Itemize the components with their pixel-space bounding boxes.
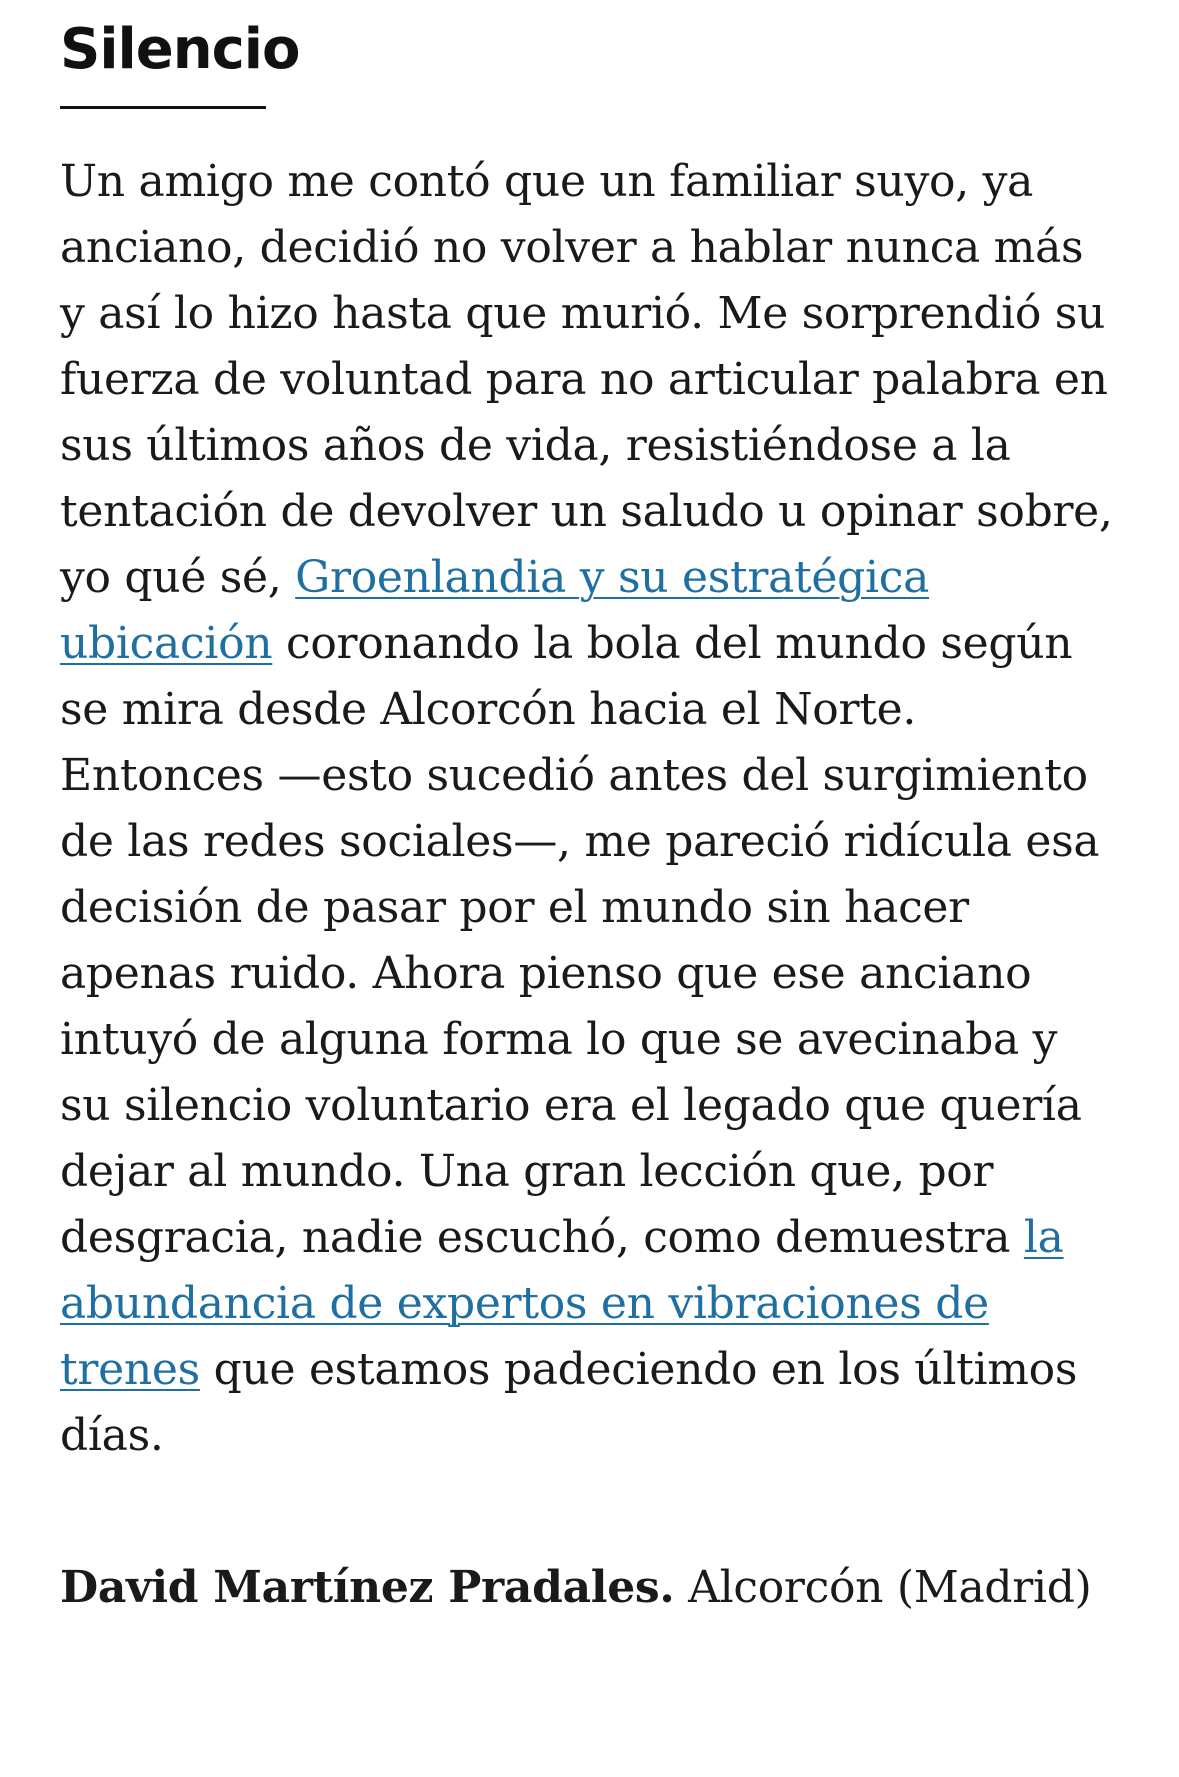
letter-article [60,0,1120,1665]
body-text-segment: que estamos padeciendo en los últimos días. [60,1344,1078,1461]
author-name: David Martínez Pradales. [60,1562,675,1613]
title-underline-divider [60,106,266,109]
letter-signature [60,1555,1120,1621]
greenland-link[interactable]: Groenlandia y su estratégica ubicación [60,552,930,669]
article-title: Silencio [60,17,300,82]
body-text-segment: Un amigo me contó que un familiar suyo, ya anciano, decidió no volver a hablar nunca más y así lo hizo hasta que murió. Me sorprendió su fuerza de voluntad para no articular palabra en sus últimos años de vida, resistiéndose a la tentación de devolver un saludo u opinar sobre, yo qué sé, [60,156,1113,603]
body-text-segment: coronando la bola del mundo según se mira desde Alcorcón hacia el Norte. Entonces —esto sucedió antes del surgimiento de las redes sociales—, me pareció ridícula esa decisión de pasar por el mundo sin hacer apenas ruido. Ahora pienso que ese anciano intuyó de alguna forma lo que se avecinaba y su silencio voluntario era el legado que quería dejar al mundo. Una gran lección que, por desgracia, nadie escuchó, como demuestra [60,618,1100,1263]
author-location: Alcorcón (Madrid) [674,1562,1092,1613]
article-body [60,149,1120,1469]
train-vibration-experts-link[interactable]: la abundancia de expertos en vibraciones de trenes [60,1212,1064,1395]
